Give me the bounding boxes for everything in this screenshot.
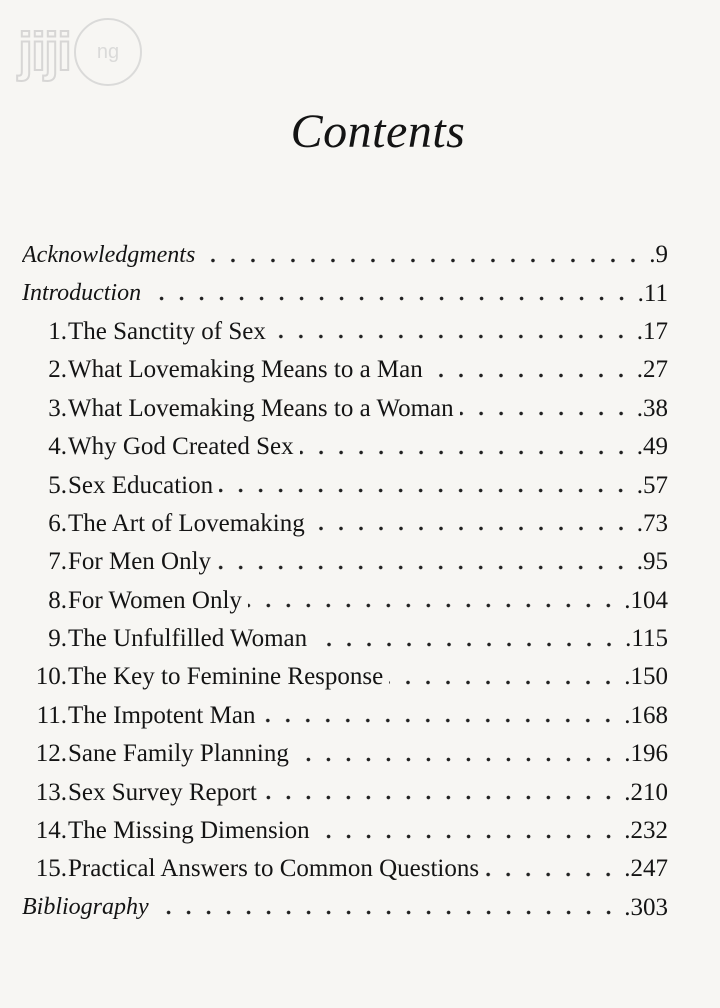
toc-entry-number: 3. bbox=[48, 394, 67, 422]
toc-entry-number: 8. bbox=[48, 586, 67, 614]
toc-entry-number: 13. bbox=[35, 778, 67, 806]
toc-entry-title: Sane Family Planning bbox=[68, 740, 289, 768]
toc-entry-title: Practical Answers to Common Questions bbox=[68, 855, 480, 883]
toc-entry-number: 2. bbox=[48, 356, 67, 384]
toc-entry-page: .232 bbox=[624, 817, 668, 845]
dot-leader bbox=[460, 401, 631, 426]
toc-entry-title: Acknowledgments bbox=[22, 241, 196, 268]
toc-entry-title: For Men Only bbox=[68, 548, 212, 576]
dot-leader bbox=[429, 363, 631, 388]
toc-entry-page: .115 bbox=[625, 625, 668, 653]
dot-leader bbox=[485, 862, 618, 887]
toc-entry-number: 10. bbox=[35, 663, 67, 691]
toc-entry bbox=[22, 697, 668, 735]
toc-entry-title: The Missing Dimension bbox=[68, 817, 310, 845]
toc-entry bbox=[22, 236, 668, 274]
toc-entry-number: 12. bbox=[35, 740, 67, 768]
toc-entry-title: Bibliography bbox=[22, 894, 149, 921]
dot-leader bbox=[261, 708, 618, 733]
toc-entry-page: .104 bbox=[624, 586, 668, 614]
dot-leader bbox=[316, 824, 619, 849]
toc-entry-page: .150 bbox=[624, 663, 668, 691]
toc-entry-page: .57 bbox=[636, 471, 668, 499]
dot-leader bbox=[201, 248, 643, 273]
toc-entry-page: .49 bbox=[636, 433, 668, 461]
toc-entry bbox=[22, 773, 668, 811]
toc-entry-page: .17 bbox=[636, 317, 668, 345]
toc-entry-page: .11 bbox=[637, 279, 668, 307]
toc-entry bbox=[22, 620, 668, 658]
table-of-contents bbox=[22, 236, 668, 927]
toc-entry-page: .210 bbox=[624, 778, 668, 806]
watermark-suffix: ng bbox=[96, 40, 120, 63]
toc-entry-number: 9. bbox=[48, 625, 67, 653]
toc-entry bbox=[22, 505, 668, 543]
watermark-brand: jiji bbox=[18, 22, 71, 82]
toc-entry-page: .196 bbox=[624, 740, 668, 768]
toc-entry bbox=[22, 658, 668, 696]
dot-leader bbox=[147, 286, 632, 311]
toc-entry-title: What Lovemaking Means to a Woman bbox=[68, 394, 454, 422]
toc-entry-title: The Impotent Man bbox=[68, 701, 256, 729]
toc-entry-number: 6. bbox=[48, 509, 67, 537]
toc-entry-title: The Key to Feminine Response bbox=[68, 663, 384, 691]
toc-entry-title: The Unfulfilled Woman bbox=[68, 625, 308, 653]
dot-leader bbox=[155, 900, 619, 925]
dot-leader bbox=[311, 516, 631, 541]
dot-leader bbox=[217, 555, 631, 580]
toc-entry bbox=[22, 313, 668, 351]
dot-leader bbox=[248, 593, 618, 618]
toc-entry bbox=[22, 850, 668, 888]
toc-entry-title: The Art of Lovemaking bbox=[68, 509, 305, 537]
toc-entry-page: .168 bbox=[624, 701, 668, 729]
toc-entry-page: .9 bbox=[649, 241, 668, 269]
toc-entry-page: .95 bbox=[636, 548, 668, 576]
toc-entry bbox=[22, 274, 668, 312]
toc-entry-page: .27 bbox=[636, 356, 668, 384]
dot-leader bbox=[313, 632, 619, 657]
toc-entry-page: .247 bbox=[624, 855, 668, 883]
dot-leader bbox=[219, 478, 631, 503]
toc-entry-title: Sex Survey Report bbox=[68, 778, 257, 806]
jiji-watermark bbox=[18, 18, 142, 86]
toc-entry bbox=[22, 428, 668, 466]
toc-entry-title: What Lovemaking Means to a Man bbox=[68, 356, 423, 384]
toc-entry-page: .38 bbox=[636, 394, 668, 422]
toc-entry bbox=[22, 543, 668, 581]
toc-entry-number: 14. bbox=[35, 817, 67, 845]
dot-leader bbox=[272, 324, 631, 349]
watermark-badge bbox=[74, 18, 142, 86]
toc-entry bbox=[22, 735, 668, 773]
dot-leader bbox=[389, 670, 618, 695]
toc-entry-number: 15. bbox=[35, 855, 67, 883]
toc-entry-number: 5. bbox=[48, 471, 67, 499]
toc-entry bbox=[22, 351, 668, 389]
toc-entry-page: .73 bbox=[636, 509, 668, 537]
toc-entry-number: 11. bbox=[36, 701, 67, 729]
toc-entry-title: For Women Only bbox=[68, 586, 242, 614]
toc-entry-title: Why God Created Sex bbox=[68, 433, 294, 461]
toc-entry-title: The Sanctity of Sex bbox=[68, 317, 266, 345]
toc-entry bbox=[22, 889, 668, 927]
toc-entry-page: .303 bbox=[624, 893, 668, 921]
toc-entry bbox=[22, 466, 668, 504]
toc-entry-number: 7. bbox=[48, 548, 67, 576]
toc-entry bbox=[22, 582, 668, 620]
dot-leader bbox=[300, 440, 631, 465]
toc-entry bbox=[22, 390, 668, 428]
toc-entry-title: Introduction bbox=[22, 280, 142, 307]
toc-entry-number: 4. bbox=[48, 433, 67, 461]
dot-leader bbox=[295, 747, 618, 772]
dot-leader bbox=[263, 785, 618, 810]
page-title: Contents bbox=[290, 105, 466, 159]
toc-entry-number: 1. bbox=[48, 317, 67, 345]
toc-entry bbox=[22, 812, 668, 850]
toc-entry-title: Sex Education bbox=[68, 471, 214, 499]
